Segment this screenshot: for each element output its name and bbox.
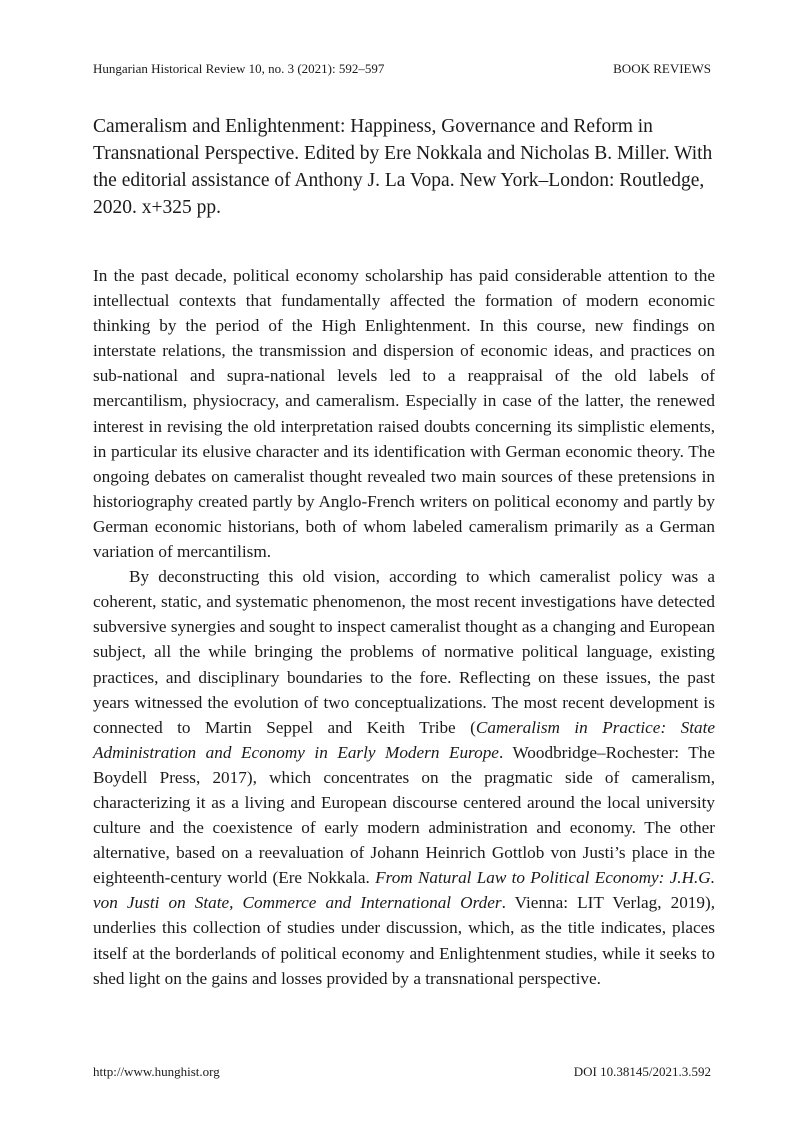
section-label: BOOK REVIEWS	[613, 61, 711, 76]
cited-title-cameralism-in-practice: Cameralism in Practice: State Administration and Economy in Early Modern Europe	[93, 717, 715, 762]
paragraph-2-text-c: . Vienna: LIT Verlag, 2019), underlies this collection of studies under discussion, which, as the title indicates, places itself at the borderlands of political economy and Enlightenment studies, while it seeks to shed light on the gains and losses provided by a transnational perspective.	[93, 893, 715, 988]
paragraph-2-text-b: . Woodbridge–Rochester: The Boydell Press, 2017), which concentrates on the pragmatic side of cameralism, characterizing it as a living and European discourse centered around the local university culture and the coexistence of early modern administration and economy. The other alternative, based on a reevaluation of Johann Heinrich Gottlob von Justi’s place in the eighteenth-century world (Ere Nokkala.	[93, 742, 716, 888]
journal-url: http://www.hunghist.org	[93, 1064, 220, 1079]
reviewed-book-citation: Cameralism and Enlightenment: Happiness, Governance and Reform in Transnational Perspective. Edited by Ere Nokkala and Nicholas B. Miller. With the editorial assistance of Anthony J. La Vopa. New York–London: Routledge, 2020. x+325 pp.	[93, 116, 713, 218]
paragraph-2-text-a: By deconstructing this old vision, according to which cameralist policy was a coherent, static, and systematic phenomenon, the most recent investigations have detected subversive synergies and sought to inspect cameralist thought as a changing and European subject, all the while bringing the problems of normative political language, existing practices, and disciplinary boundaries to the fore. Reflecting on these issues, the past years witnessed the evolution of two conceptualizations. The most recent development is connected to Martin Seppel and Keith Tribe (	[93, 567, 715, 737]
running-header	[93, 60, 711, 78]
doi-label: DOI 10.38145/2021.3.592	[573, 1064, 711, 1079]
review-body	[93, 263, 715, 991]
journal-citation: Hungarian Historical Review 10, no. 3 (2021): 592–597	[93, 61, 385, 76]
page-footer	[93, 1063, 711, 1081]
cited-title-natural-law: From Natural Law to Political Economy: J.H.G. von Justi on State, Commerce and International Order	[93, 868, 716, 913]
paragraph-2	[93, 564, 715, 991]
paragraph-1: In the past decade, political economy scholarship has paid considerable attention to the intellectual contexts that fundamentally affected the formation of modern economic thinking by the period of the High Enlightenment. In this course, new findings on interstate relations, the transmission and dispersion of economic ideas, and practices on sub-national and supra-national levels led to a reappraisal of the old labels of mercantilism, physiocracy, and cameralism. Especially in case of the latter, the renewed interest in revising the old interpretation raised doubts concerning its simplistic elements, in particular its elusive character and its identification with German economic theory. The ongoing debates on cameralist thought revealed two main sources of these pretensions in historiography created partly by Anglo-French writers on political economy and partly by German economic historians, both of whom labeled cameralism primarily as a German variation of mercantilism.	[93, 266, 715, 562]
